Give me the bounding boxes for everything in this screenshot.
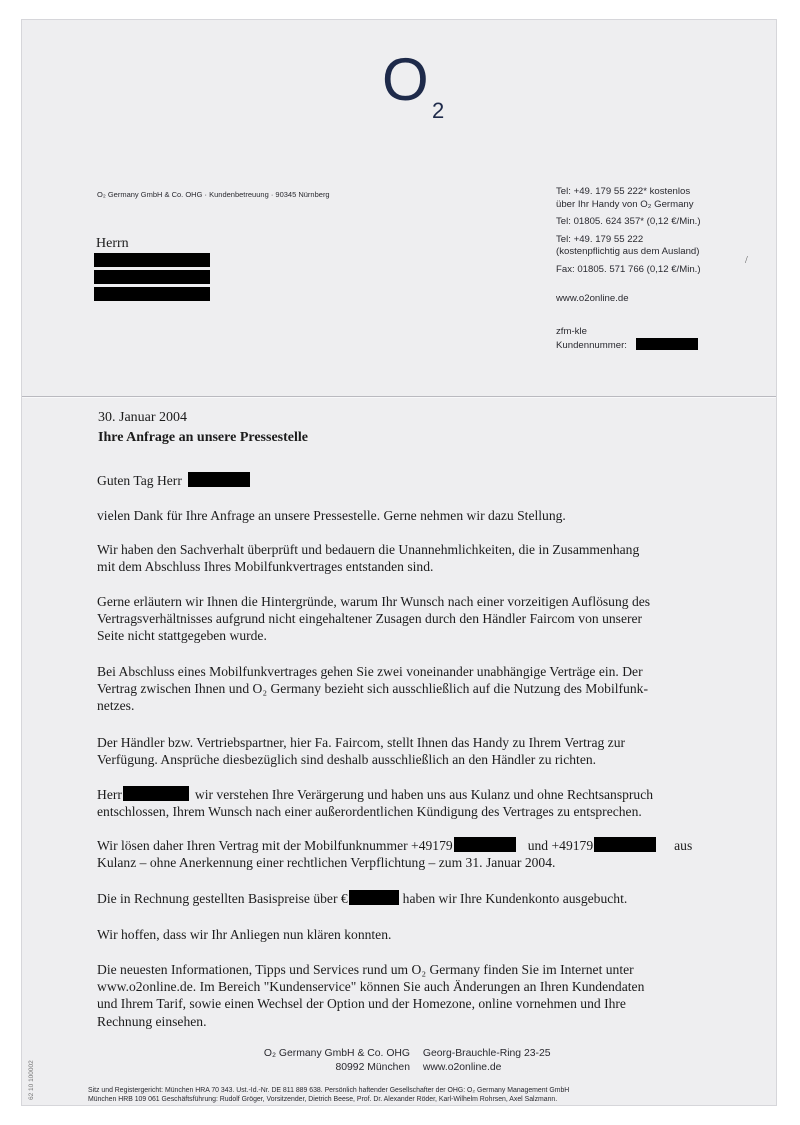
paragraph-3: [97, 593, 719, 645]
paragraph-7-line-1: [97, 837, 719, 854]
contact-tel-free-note: über Ihr Handy von O₂ Germany: [556, 198, 694, 210]
fold-line: [22, 396, 776, 397]
paragraph-4-line-1: Bei Abschluss eines Mobilfunkvertrages gehen Sie zwei voneinander unabhängige Verträge ein. Der: [97, 664, 643, 679]
contact-tel-free: Tel: +49. 179 55 222* kostenlos: [556, 186, 691, 197]
contact-web: www.o2online.de: [556, 293, 629, 304]
paragraph-5-line-2: Verfügung. Ansprüche diesbezüglich sind deshalb ausschließlich an den Händler zu richten.: [97, 752, 597, 768]
footer-company: O₂ Germany GmbH & Co. OHG: [263, 1048, 410, 1059]
paragraph-3-line-2: Vertragsverhältnisses aufgrund nicht eingehaltener Zusagen durch den Händler Faircom von unserer: [97, 611, 643, 627]
paragraph-4: [97, 663, 719, 715]
footer-legal-line-2: München HRB 109 061 Geschäftsführung: Rudolf Gröger, Vorsitzender, Dietrich Beese, Prof. Dr. Alexander Röder, Karl-Wilhelm Rohrsen, Axel Salzmann.: [88, 1096, 558, 1103]
footer-legal-line-1: Sitz und Registergericht: München HRA 70 343. Ust.-Id.-Nr. DE 811 889 638. Persönlich haftender Gesellschafter der OHG: O₂ Germany Management GmbH: [88, 1087, 570, 1094]
footer-city: 80992 München: [335, 1062, 410, 1073]
letter-subject: Ihre Anfrage an unsere Pressestelle: [98, 430, 308, 445]
paragraph-7-start: Wir lösen daher Ihren Vertrag mit der Mobilfunknummer +49179: [97, 838, 453, 853]
paragraph-7-line-2: Kulanz – ohne Anerkennung einer rechtlichen Verpflichtung – zum 31. Januar 2004.: [97, 855, 556, 871]
paragraph-6-prefix: Herr: [97, 787, 122, 802]
customer-number-label: Kundennummer:: [556, 340, 627, 351]
redacted-surname: [188, 472, 250, 487]
recipient-address-redacted: [94, 253, 210, 304]
sender-line: O₂ Germany GmbH & Co. OHG · Kundenbetreuung · 90345 Nürnberg: [97, 190, 330, 199]
paragraph-4-line-3: netzes.: [97, 698, 135, 714]
paragraph-10-line-1: Die neuesten Informationen, Tipps und Services rund um O₂ Germany finden Sie im Internet unter: [97, 962, 634, 977]
paragraph-8: [97, 890, 719, 907]
recipient-salutation: Herrn: [96, 236, 129, 251]
contact-tel-paid: Tel: 01805. 624 357* (0,12 €/Min.): [556, 216, 701, 227]
paragraph-5: [97, 734, 719, 768]
logo-letter: O: [382, 52, 429, 113]
paragraph-6-line-2: entschlossen, Ihrem Wunsch nach einer außerordentlichen Kündigung des Vertrages zu entsprechen.: [97, 804, 642, 820]
paragraph-1: vielen Dank für Ihre Anfrage an unsere Pressestelle. Gerne nehmen wir dazu Stellung.: [97, 508, 566, 523]
footer-web: www.o2online.de: [422, 1062, 502, 1073]
paragraph-2-line-1: Wir haben den Sachverhalt überprüft und bedauern die Unannehmlichkeiten, die in Zusammenhang: [97, 542, 640, 557]
paragraph-3-line-1: Gerne erläutern wir Ihnen die Hintergründe, warum Ihr Wunsch nach einer vorzeitigen Auflösung des: [97, 594, 651, 609]
contact-block: [556, 186, 766, 353]
footer-col-right: [423, 1047, 551, 1075]
redacted-surname-2: [123, 786, 189, 801]
paragraph-4-line-2: Vertrag zwischen Ihnen und O₂ Germany bezieht sich ausschließlich auf die Nutzung des Mobilfunk-: [97, 681, 648, 697]
paragraph-7: [97, 837, 719, 871]
footer-col-left: [240, 1047, 410, 1075]
contact-tel-abroad: Tel: +49. 179 55 222: [556, 233, 644, 245]
footer-street: Georg-Brauchle-Ring 23-25: [422, 1048, 551, 1059]
letter-date: 30. Januar 2004: [98, 410, 188, 425]
redacted-phone-1: [454, 837, 516, 852]
greeting-text: Guten Tag Herr: [97, 473, 182, 488]
o2-logo: [380, 52, 460, 122]
logo-subscript: 2: [432, 98, 445, 122]
contact-fax: Fax: 01805. 571 766 (0,12 €/Min.): [556, 263, 701, 275]
paragraph-8-start: Die in Rechnung gestellten Basispreise über €: [97, 891, 348, 906]
redacted-phone-2: [594, 837, 656, 852]
paragraph-6-text: wir verstehen Ihre Verärgerung und haben uns aus Kulanz und ohne Rechtsanspruch: [194, 787, 654, 802]
paragraph-5-line-1: Der Händler bzw. Vertriebspartner, hier Fa. Faircom, stellt Ihnen das Handy zu Ihrem Vertrag zur: [97, 735, 626, 750]
redacted-street: [94, 270, 210, 284]
footer-address: [240, 1047, 551, 1075]
paragraph-10-line-4: Rechnung einsehen.: [97, 1013, 207, 1029]
letter-greeting: [97, 472, 719, 489]
redacted-city: [94, 287, 210, 301]
paragraph-10-line-2: www.o2online.de. Im Bereich "Kundenservice" können Sie auch Änderungen an Ihren Kundendaten: [97, 979, 645, 995]
contact-tel-abroad-note: (kostenpflichtig aus dem Ausland): [556, 246, 700, 257]
pen-mark: /: [745, 255, 748, 266]
paragraph-8-end: haben wir Ihre Kundenkonto ausgebucht.: [402, 891, 628, 906]
paragraph-10: [97, 961, 719, 1030]
paragraph-9: Wir hoffen, dass wir Ihr Anliegen nun klären konnten.: [97, 927, 392, 942]
paragraph-7-end: aus: [674, 838, 693, 853]
side-form-code: 62 10 100002: [28, 1060, 35, 1100]
paragraph-6: [97, 786, 719, 820]
paragraph-7-mid: und +49179: [527, 838, 594, 853]
paragraph-2-line-2: mit dem Abschluss Ihres Mobilfunkvertrages entstanden sind.: [97, 559, 434, 575]
contact-customer-number: [556, 338, 766, 353]
footer-legal: [88, 1086, 728, 1104]
paragraph-2: [97, 541, 719, 575]
contact-reference: zfm-kle: [556, 325, 587, 337]
redacted-name: [94, 253, 210, 267]
paragraph-3-line-3: Seite nicht stattgegeben wurde.: [97, 628, 267, 644]
redacted-customer-number: [636, 338, 698, 350]
paragraph-10-line-3: und Ihrem Tarif, sowie einen Wechsel der Option und der Homezone, online vornehmen und Ihre: [97, 996, 626, 1012]
paragraph-6-line-1: [97, 786, 719, 803]
redacted-amount: [349, 890, 399, 905]
